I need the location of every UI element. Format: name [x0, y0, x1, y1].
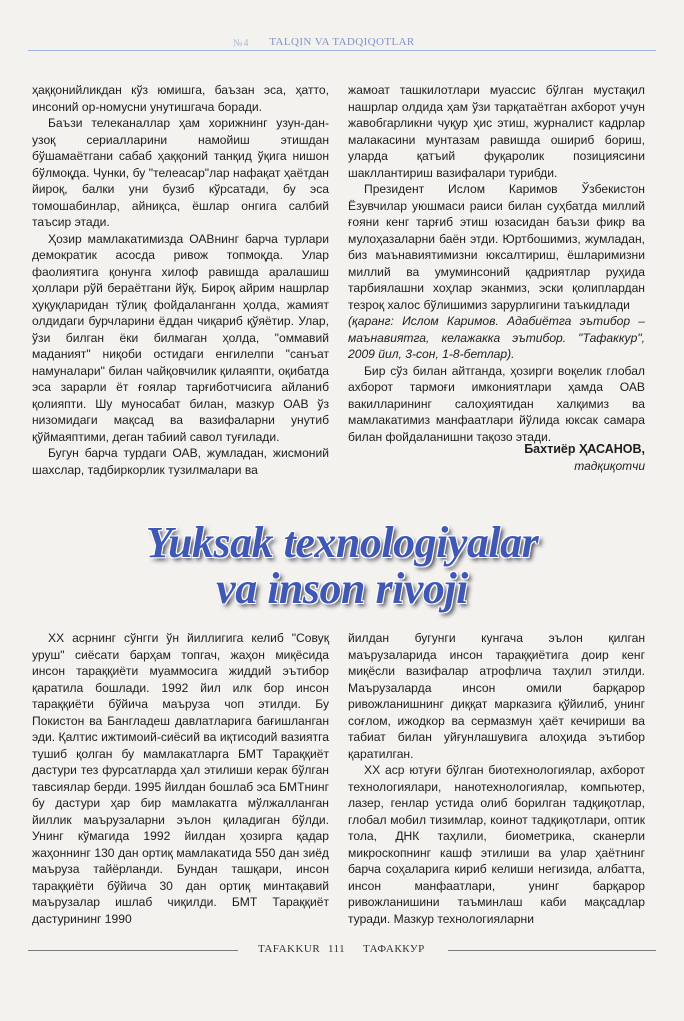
paragraph: Бугун барча турдаги ОАВ, жумладан, жисмоний шахслар, тадбиркорлик тузилмалари ва	[32, 446, 329, 477]
page-footer	[28, 942, 656, 958]
paragraph: Баъзи телеканаллар ҳам хорижнинг узун-дан-узоқ сериалларини намойиш этишдан бўшамаётгани сабаб ҳаққоний танқид ўқига нишон бўлмоқда. Чунки, бу "телеасар"лар нафақат ҳаётдан йироқ, балки уни бузиб кўрсатади, бу эса томошабинлар, айниқса, ёшлар онгига салбий таъсир этади.	[32, 116, 329, 229]
article-column-top-right	[348, 82, 645, 445]
paragraph: ҳаққонийликдан кўз юмишга, баъзан эса, ҳатто, инсоний ор-номусни унутишгача боради.	[32, 83, 329, 114]
section-title: TALQIN VA TADQIQOTLAR	[269, 36, 415, 48]
paragraph: XX асрнинг сўнгги ўн йиллигига келиб "Совуқ уруш" сиёсати барҳам топгач, жаҳон миқёсида инсон тараққиёти муаммосига жиддий эътибор қаратила бошлади. 1992 йил илк бор инсон тараққиёти бўйича маъруза чоп этилди. Бу Покистон ва Бангладеш давлатларига бағишланган эди. Қалтис ижтимоий-сиёсий ва иқтисодий вазиятга тушиб қолган бу мамлакатларга БМТ Тараққиёт дастури тез фурсатларда ҳал этилиши керак бўлган тавсиялар берди. 1995 йилдан бошлаб эса БМТнинг бу дастури ҳар бир мамлакатга мўлжалланган йиллик маърузаларни эълон қиладиган бўлди. Унинг кўмагида 1992 йилдан ҳозирга қадар жаҳоннинг 130 дан ортиқ мамлакатида 550 дан зиёд маъруза тайёрланди. Бундан ташқари, инсон тараққиёти бўйича 30 дан ортиқ минтақавий маърузалар ишлаб чиқилди. БМТ Тараққиёт дастурининг 1990	[32, 631, 329, 926]
page-header	[28, 30, 656, 50]
header-rule	[28, 50, 656, 51]
paragraph: Бир сўз билан айтганда, ҳозирги воқелик глобал ахборот тармоғи имкониятлари ҳамда ОАВ вакилларининг салоҳиятидан халқимиз ва мамлакатимиз манфаатлари йўлида юксак самара билан фойдаланишни тақозо этади.	[348, 363, 645, 444]
page-number: 111	[328, 943, 346, 955]
paragraph: жамоат ташкилотлари муассис бўлган мустақил нашрлар олдида ҳам ўзи тарқатаётган ахборот учун жавобгарликни чуқур ҳис этиш, журналист кадрлар малакасини мунтазам равишда ошириб бориш, уларда қатъий фуқаролик позициясини шакллантириш вазифалари турибди.	[348, 83, 645, 180]
article-column-bottom-right	[348, 630, 645, 927]
issue-mark: №4	[233, 38, 250, 49]
author-role: тадқиқотчи	[574, 459, 645, 473]
author-signature	[348, 442, 645, 473]
paragraph: XX аср ютуғи бўлган биотехнологиялар, ахборот технологиялари, нанотехнологиялар, компьютер, лазер, генлар устида олиб борилган тадқиқотлар, глобал мобил тизимлар, коинот тадқиқотлари, оптик тола, ДНК таҳлили, биометрика, сканерли микроскопнинг кашф этилиши ва улар ҳаётнинг барча соҳаларига кириб келиши негизида, албатта, инсон манфаатлари, унинг барқарор ривожланишини таъминлаш каби мақсадлар туради. Мазкур технологияларни	[348, 763, 645, 926]
paragraph: йилдан бугунги кунгача эълон қилган маърузаларида инсон тараққиётига доир кенг миқёсли вазифалар атрофлича таҳлил этилди. Маърузаларда инсон омили барқарор ривожланишнинг диққат марказига қўйилиб, унинг соғлом, ижодкор ва сермазмун ҳаёт кечириши ва табиат билан уйғунлашувига алоҳида эътибор қаратилган.	[348, 631, 645, 761]
paragraph: Президент Ислом Каримов Ўзбекистон Ёзувчилар уюшмаси раиси билан суҳбатда миллий ғояни кенг тарғиб этиш юзасидан баъзи фикр ва мулоҳазаларни баён этди. Юртбошимиз, жумладан, биз маънавиятимизни юксалтириш, ёшларимизни миллий ва умуминсоний қадриятлар руҳида тарбиялашни хоҳлар эканмиз, эски қолиплардан тезроқ халос бўлишимиз зарурлигини таъкидлади	[348, 182, 645, 312]
article-column-top-left	[32, 82, 329, 478]
reference-citation: (қаранг: Ислом Каримов. Адабиётга эътибор – маънавиятга, келажакка эътибор. "Тафаккур", 2009 йил, 3-сон, 1-8-бетлар).	[348, 314, 645, 361]
headline-line-1: Yuksak texnologiyalar	[145, 518, 539, 567]
footer-label-left: TAFAKKUR	[258, 943, 321, 955]
article-headline	[60, 520, 624, 612]
footer-rule-left	[28, 950, 238, 951]
footer-rule-right	[448, 950, 656, 951]
article-column-bottom-left	[32, 630, 329, 927]
paragraph: Ҳозир мамлакатимизда ОАВнинг барча турлари демократик асосда ривож топмоқда. Улар фаолиятига қонунга хилоф равишда аралашиш ҳоллари рўй бераётгани йўқ. Бироқ айрим нашрлар ҳуқуқларидан тўлиқ фойдаланганн ҳолда, жамият олдидаги бурчларини ёддан чиқариб қўяётир. Улар, ўзи билган ёки билмаган ҳолда, "оммавий маданият" ниқоби остидаги енгилелпи "санъат намуналари" билан чайқовчилик қилаяпти, оқибатда эса зарарли ёт ғоялар тарғиботчисига айланиб қолияпти. Шу муносабат билан, мазкур ОАВ ўз низомидаги мақсад ва вазифаларни унутиб қўймаяптими, деган табиий савол туғилади.	[32, 231, 329, 444]
headline-line-2: va inson rivoji	[216, 564, 468, 613]
footer-label-right: ТАФАККУР	[363, 943, 425, 955]
author-name: Бахтиёр ҲАСАНОВ,	[524, 442, 645, 456]
